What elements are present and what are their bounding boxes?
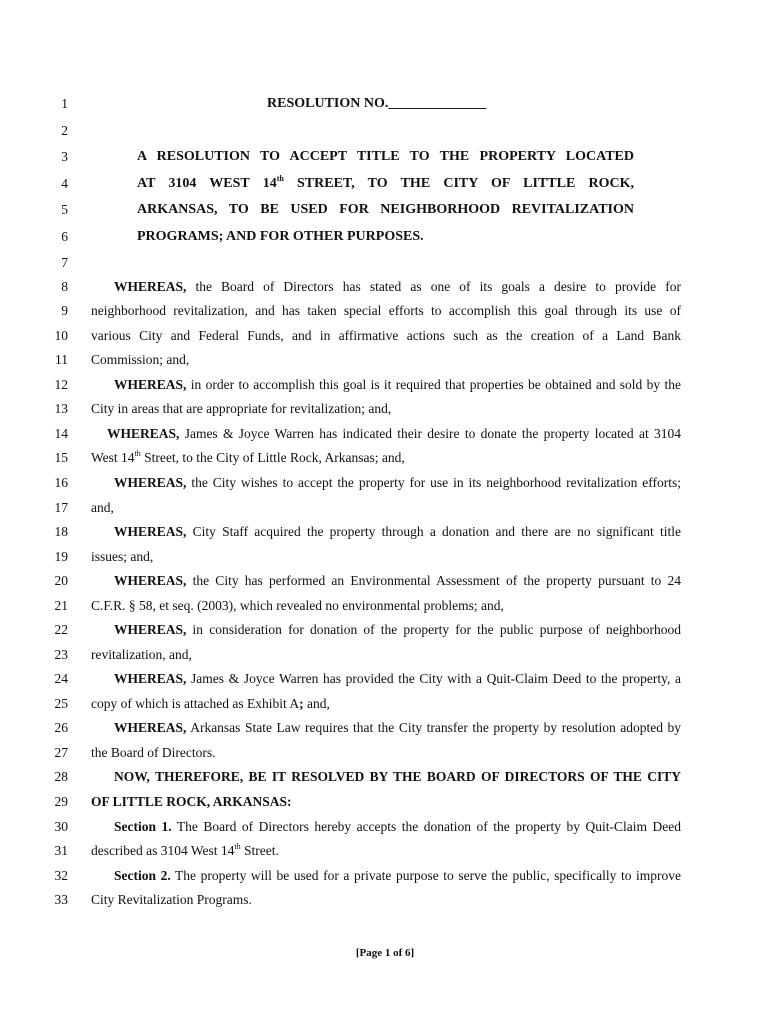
line-number: 25 [54,696,68,711]
body-line-30: Section 1. The Board of Directors hereby accepts the donation of the property by Quit-Claim Deed [114,819,681,834]
body-line-9: neighborhood revitalization, and has taken special efforts to accomplish this goal through its use of [91,303,681,318]
line-number: 30 [54,819,68,834]
line-number: 17 [54,500,68,515]
line-number: 28 [54,769,68,784]
line-number: 27 [54,745,68,760]
line-number: 24 [54,671,68,686]
line-number: 15 [54,450,68,465]
body-line-11: Commission; and, [91,352,190,367]
line-number: 6 [61,229,68,244]
title-line-3: A RESOLUTION TO ACCEPT TITLE TO THE PROPERTY LOCATED [137,149,634,164]
title-line-5: ARKANSAS, TO BE USED FOR NEIGHBORHOOD REVITALIZATION [137,202,634,217]
body-line-13: City in areas that are appropriate for revitalization; and, [91,401,392,416]
body-line-20: WHEREAS, the City has performed an Environmental Assessment of the property pursuant to 24 [114,573,681,588]
line-number: 14 [54,426,68,441]
body-line-10: various City and Federal Funds, and in affirmative actions such as the creation of a Land Bank [91,328,681,343]
body-line-12: WHEREAS, in order to accomplish this goal is it required that properties be obtained and sold by the [114,377,681,392]
body-line-16: WHEREAS, the City wishes to accept the property for use in its neighborhood revitalization efforts; [114,475,681,490]
body-line-22: WHEREAS, in consideration for donation of the property for the public purpose of neighborhood [114,622,681,637]
line-number: 2 [61,123,68,138]
body-line-28: NOW, THEREFORE, BE IT RESOLVED BY THE BOARD OF DIRECTORS OF THE CITY [114,769,681,784]
line-number: 7 [61,255,68,270]
body-line-18: WHEREAS, City Staff acquired the property through a donation and there are no significant title [114,524,681,539]
resolution-number-heading: RESOLUTION NO.______________ [267,96,487,111]
line-number: 19 [54,549,68,564]
line-number: 8 [61,279,68,294]
line-number: 26 [54,720,68,735]
body-line-29: OF LITTLE ROCK, ARKANSAS: [91,794,292,809]
line-number: 20 [54,573,68,588]
body-line-32: Section 2. The property will be used for a private purpose to serve the public, specifically to improve [114,868,682,883]
body-line-17: and, [91,500,114,515]
line-number: 12 [54,377,68,392]
body-line-25: copy of which is attached as Exhibit A; and, [91,696,330,711]
line-number: 11 [55,352,68,367]
body-line-15: West 14th Street, to the City of Little Rock, Arkansas; and, [91,449,405,465]
line-number: 13 [54,401,68,416]
body-line-26: WHEREAS, Arkansas State Law requires that the City transfer the property by resolution adopted by [114,720,681,735]
line-number: 16 [54,475,68,490]
page-footer: [Page 1 of 6] [355,947,415,959]
line-number: 29 [54,794,68,809]
line-number: 10 [54,328,68,343]
line-number: 3 [61,149,68,164]
body-line-27: the Board of Directors. [91,745,216,760]
body-line-31: described as 3104 West 14th Street. [91,842,279,858]
line-number: 32 [54,868,68,883]
line-number: 22 [54,622,68,637]
body-line-14: WHEREAS, James & Joyce Warren has indicated their desire to donate the property located at 3104 [107,426,681,441]
body-line-24: WHEREAS, James & Joyce Warren has provided the City with a Quit-Claim Deed to the property, a [114,671,681,686]
heading-row [0,95,770,119]
title-line-4: AT 3104 WEST 14th STREET, TO THE CITY OF LITTLE ROCK, [137,174,634,191]
body-line-8: WHEREAS, the Board of Directors has stated as one of its goals a desire to provide for [114,279,681,294]
body-line-23: revitalization, and, [91,647,192,662]
body-line-21: C.F.R. § 58, et seq. (2003), which revealed no environmental problems; and, [91,598,504,613]
line-number: 9 [61,303,68,318]
body-line-19: issues; and, [91,549,154,564]
line-number: 23 [54,647,68,662]
line-number: 18 [54,524,68,539]
body-line-33: City Revitalization Programs. [91,892,252,907]
line-number: 31 [54,843,68,858]
line-number: 21 [54,598,68,613]
line-number: 33 [54,892,68,907]
line-number: 5 [61,202,68,217]
line-number: 4 [61,176,68,191]
title-line-6: PROGRAMS; AND FOR OTHER PURPOSES. [137,229,424,244]
line-number: 1 [61,96,68,111]
